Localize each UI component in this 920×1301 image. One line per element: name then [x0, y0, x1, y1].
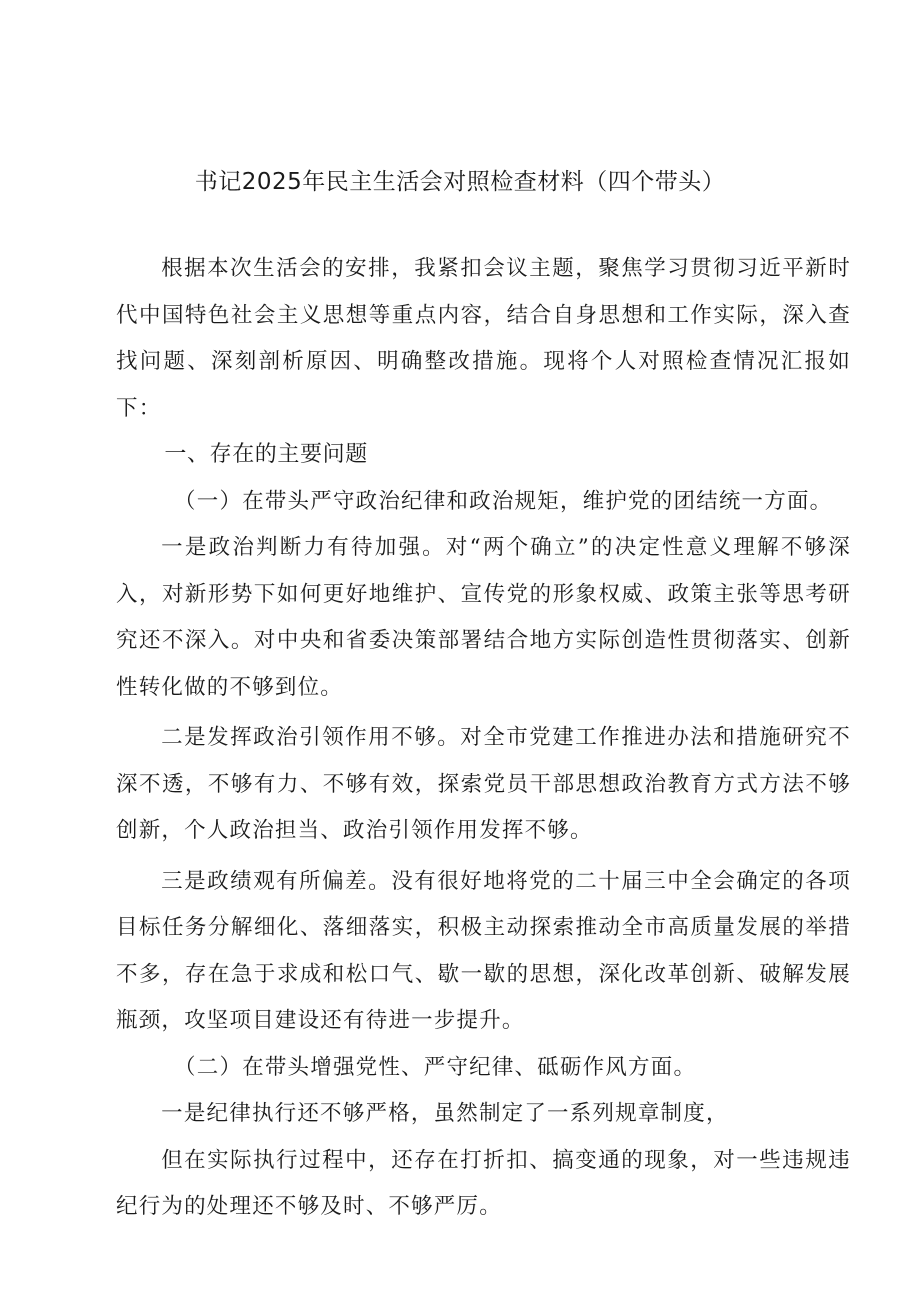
document-title: 书记2025年民主生活会对照检查材料（四个带头） — [194, 169, 726, 195]
body-paragraph: 二是发挥政治引领作用不够。对全市党建工作推进办法和措施研究不深不透，不够有力、不够有效，探索党员干部思想政治教育方式方法不够创新，个人政治担当、政治引领作用发挥不够。 — [116, 725, 851, 843]
body-paragraph: 一是政治判断力有待加强。对“两个确立”的决定性意义理解不够深入，对新形势下如何更好地维护、宣传党的形象权威、政策主张等思考研究还不深入。对中央和省委决策部署结合地方实际创造性贯彻落实、创新性转化做的不够到位。 — [116, 535, 851, 700]
body-paragraph: 但在实际执行过程中，还存在打折扣、搞变通的现象，对一些违规违纪行为的处理还不够及时、不够严厉。 — [116, 1147, 851, 1219]
body-paragraph: 三是政绩观有所偏差。没有很好地将党的二十届三中全会确定的各项目标任务分解细化、落细落实，积极主动探索推动全市高质量发展的举措不多，存在急于求成和松口气、歇一歇的思想，深化改革创新、破解发展瓶颈，攻坚项目建设还有待进一步提升。 — [116, 868, 851, 1033]
intro-paragraph: 根据本次生活会的安排，我紧扣会议主题，聚焦学习贯彻习近平新时代中国特色社会主义思想等重点内容，结合自身思想和工作实际，深入查找问题、深刻剖析原因、明确整改措施。现将个人对照检查情况汇报如下： — [116, 256, 851, 421]
document-body — [116, 246, 851, 1231]
body-paragraph: 一是纪律执行还不够严格，虽然制定了一系列规章制度， — [161, 1101, 729, 1126]
section-heading: 一、存在的主要问题 — [164, 442, 368, 467]
subsection-heading: （二）在带头增强党性、严守纪律、砥砺作风方面。 — [174, 1054, 697, 1080]
subsection-heading: （一）在带头严守政治纪律和政治规矩，维护党的团结统一方面。 — [174, 488, 833, 514]
